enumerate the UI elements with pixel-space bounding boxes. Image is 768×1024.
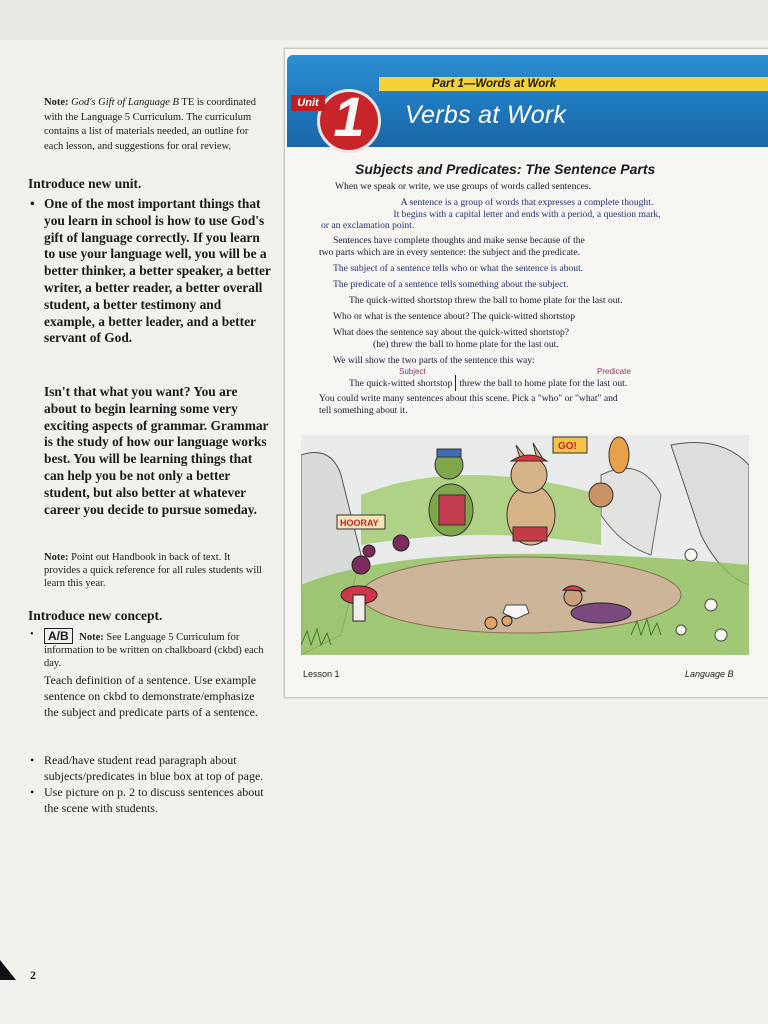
baseball-illustration: [301, 435, 749, 655]
unit-title: Verbs at Work: [405, 101, 567, 129]
footer-lesson: Lesson 1: [303, 669, 340, 679]
teach-definition: Teach definition of a sentence. Use example sentence on ckbd to demonstrate/emphasize the subject and predicate parts of a sentence.: [44, 673, 258, 719]
unit-number: 1: [333, 85, 365, 148]
answer-predicate: (he) threw the ball to home plate for the last out.: [373, 339, 559, 350]
illustration-drawing: [301, 435, 749, 655]
heading-introduce-concept: Introduce new concept.: [28, 608, 163, 623]
definition-line: or an exclamation point.: [321, 220, 415, 231]
subject-predicate-divider: [455, 375, 456, 391]
paragraph-two-parts: [319, 235, 739, 258]
concept-bullets: [28, 628, 273, 670]
example-sentence: The quick-witted shortstop threw the ball to home plate for the last out.: [349, 295, 623, 306]
unit-bullets: [28, 196, 273, 347]
footer-book: Language B: [685, 669, 734, 679]
show-parts-line: We will show the two parts of the sentence this way:: [333, 355, 535, 366]
activity-bullets: [28, 752, 273, 816]
note-prefix: Note:: [79, 632, 104, 643]
paragraph-line: Sentences have complete thoughts and make sense because of the: [333, 235, 585, 246]
textbook-page: [284, 48, 768, 698]
sentence-definition: [317, 197, 737, 232]
closing-line: You could write many sentences about this scene. Pick a "who" or "what" and: [319, 393, 618, 404]
book-title: God's Gift of Language B: [71, 97, 179, 108]
note-handbook: [44, 551, 266, 590]
note-prefix: Note:: [44, 97, 69, 108]
corner-mark: [0, 960, 16, 980]
paragraph-grammar: Isn't that what you want? You are about to begin learning some very exciting aspects of grammar. Grammar is the study of how our language works best. You will be learning things that can help you be not only a better student, but also better at whatever career you decide to pursue someday.: [44, 384, 269, 517]
list-item: • Use picture on p. 2 to discuss sentences about the scene with students.: [28, 784, 273, 816]
note-text: TE is coordinated with the Language 5 Curriculum. The curriculum contains a list of materials needed, an outline for each lesson, and suggestions for oral review.: [44, 97, 257, 152]
note-text: See Language 5 Curriculum for information to be written on chalkboard (ckbd) each day.: [44, 632, 264, 669]
list-item: • Read/have student read paragraph about subjects/predicates in blue box at top of page.: [28, 752, 273, 784]
question-who: Who or what is the sentence about? The quick-witted shortstop: [333, 311, 576, 322]
example-predicate: threw the ball to home plate for the last out.: [459, 378, 628, 389]
hooray-sign-text: HOORAY: [340, 518, 379, 528]
definition-line: A sentence is a group of words that expresses a complete thought.: [400, 197, 654, 208]
part-label: Part 1—Words at Work: [431, 78, 557, 90]
go-sign-text: GO!: [558, 441, 577, 452]
list-item: [28, 628, 273, 670]
divided-example: [349, 375, 627, 391]
predicate-label: Predicate: [597, 367, 631, 376]
unit-banner: [287, 55, 768, 147]
unit-badge: Unit: [291, 95, 325, 111]
example-subject: The quick-witted shortstop: [349, 378, 453, 389]
closing-line: tell something about it.: [319, 404, 408, 416]
subject-definition: The subject of a sentence tells who or what the sentence is about.: [333, 263, 584, 274]
paragraph-line: two parts which are in every sentence: the subject and the predicate.: [319, 246, 581, 258]
subject-label: Subject: [399, 367, 426, 376]
note-curriculum: [44, 96, 266, 154]
note-prefix: Note:: [44, 552, 69, 563]
note-text: Point out Handbook in back of text. It provides a quick reference for all rules students will learn this year.: [44, 552, 263, 589]
section-title: Subjects and Predicates: The Sentence Parts: [355, 161, 656, 177]
predicate-definition: The predicate of a sentence tells something about the subject.: [333, 279, 569, 290]
list-item: • One of the most important things that you learn in school is how to use God's gift of language correctly. If you learn to use your language well, you will be a better thinker, a better speaker, a better writer, a better reader, a better overall student, a better testimony and example, a better leader, and a better servant of God.: [28, 196, 273, 347]
page-number: 2: [30, 968, 36, 982]
definition-line: It begins with a capital letter and ends with a period, a question mark,: [393, 208, 661, 220]
closing-paragraph: [319, 393, 749, 416]
heading-introduce-unit: Introduce new unit.: [28, 176, 142, 191]
paragraph-sentences: When we speak or write, we use groups of words called sentences.: [335, 181, 592, 192]
question-what: What does the sentence say about the quick-witted shortstop?: [333, 327, 570, 338]
ab-label-box: A/B: [44, 628, 73, 644]
